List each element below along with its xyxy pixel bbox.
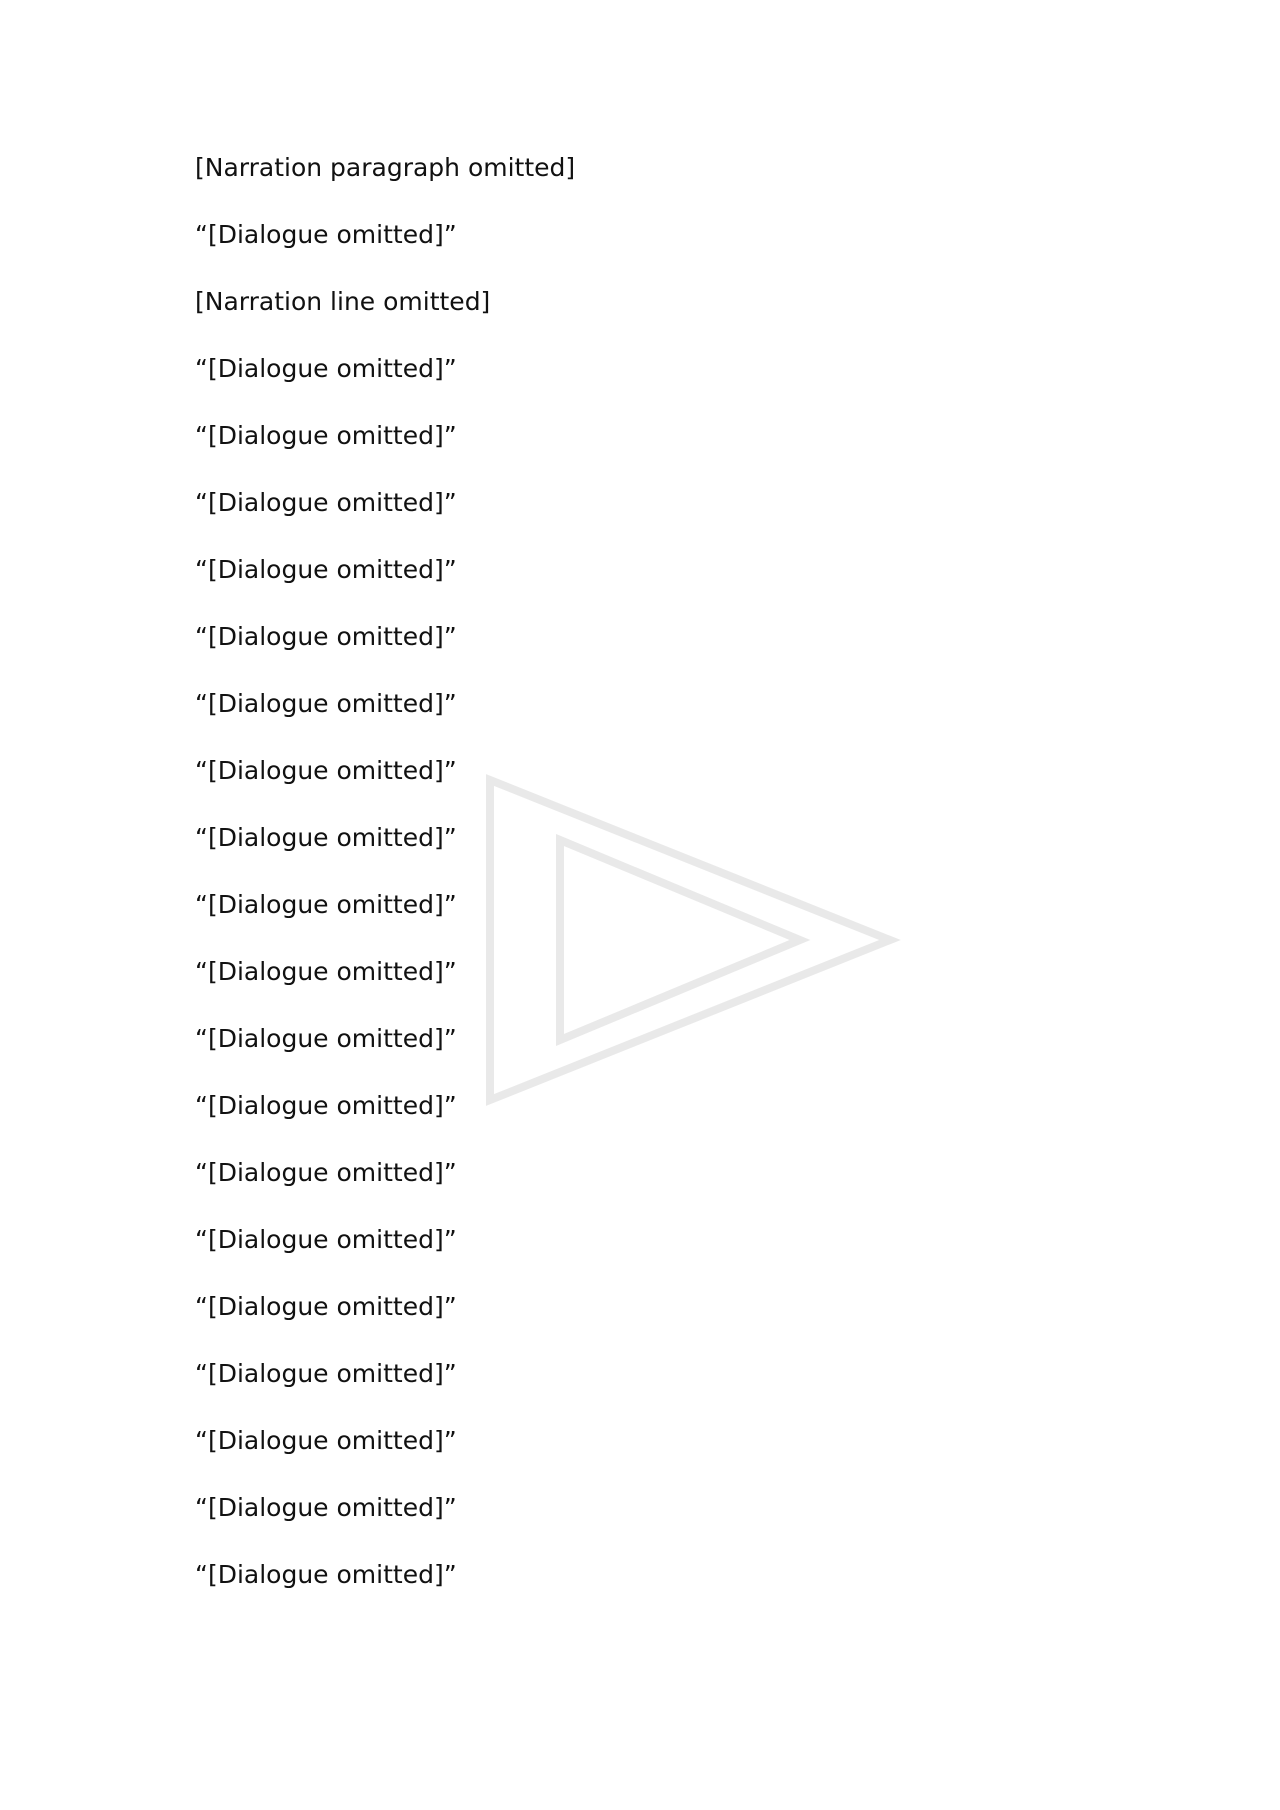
dialogue-line: “[Dialogue omitted]”: [195, 220, 457, 249]
dialogue-line: “[Dialogue omitted]”: [195, 957, 457, 986]
dialogue-line: “[Dialogue omitted]”: [195, 756, 457, 785]
dialogue-line: “[Dialogue omitted]”: [195, 1493, 457, 1522]
watermark-triangle-logo-icon: [470, 760, 910, 1120]
narration-paragraph: [Narration paragraph omitted]: [195, 153, 576, 182]
dialogue-line: [Narration line omitted]: [195, 287, 491, 316]
dialogue-line: “[Dialogue omitted]”: [195, 488, 457, 517]
dialogue-line: “[Dialogue omitted]”: [195, 1426, 457, 1455]
dialogue-line: “[Dialogue omitted]”: [195, 1560, 457, 1589]
dialogue-line: “[Dialogue omitted]”: [195, 689, 457, 718]
dialogue-line: “[Dialogue omitted]”: [195, 1024, 457, 1053]
dialogue-line: “[Dialogue omitted]”: [195, 1292, 457, 1321]
dialogue-line: “[Dialogue omitted]”: [195, 1158, 457, 1187]
dialogue-line: “[Dialogue omitted]”: [195, 1091, 457, 1120]
dialogue-line: “[Dialogue omitted]”: [195, 890, 457, 919]
dialogue-line: “[Dialogue omitted]”: [195, 823, 457, 852]
dialogue-line: “[Dialogue omitted]”: [195, 622, 457, 651]
dialogue-line: “[Dialogue omitted]”: [195, 421, 457, 450]
dialogue-line: “[Dialogue omitted]”: [195, 555, 457, 584]
dialogue-line: “[Dialogue omitted]”: [195, 354, 457, 383]
dialogue-line: “[Dialogue omitted]”: [195, 1225, 457, 1254]
dialogue-line: “[Dialogue omitted]”: [195, 1359, 457, 1388]
